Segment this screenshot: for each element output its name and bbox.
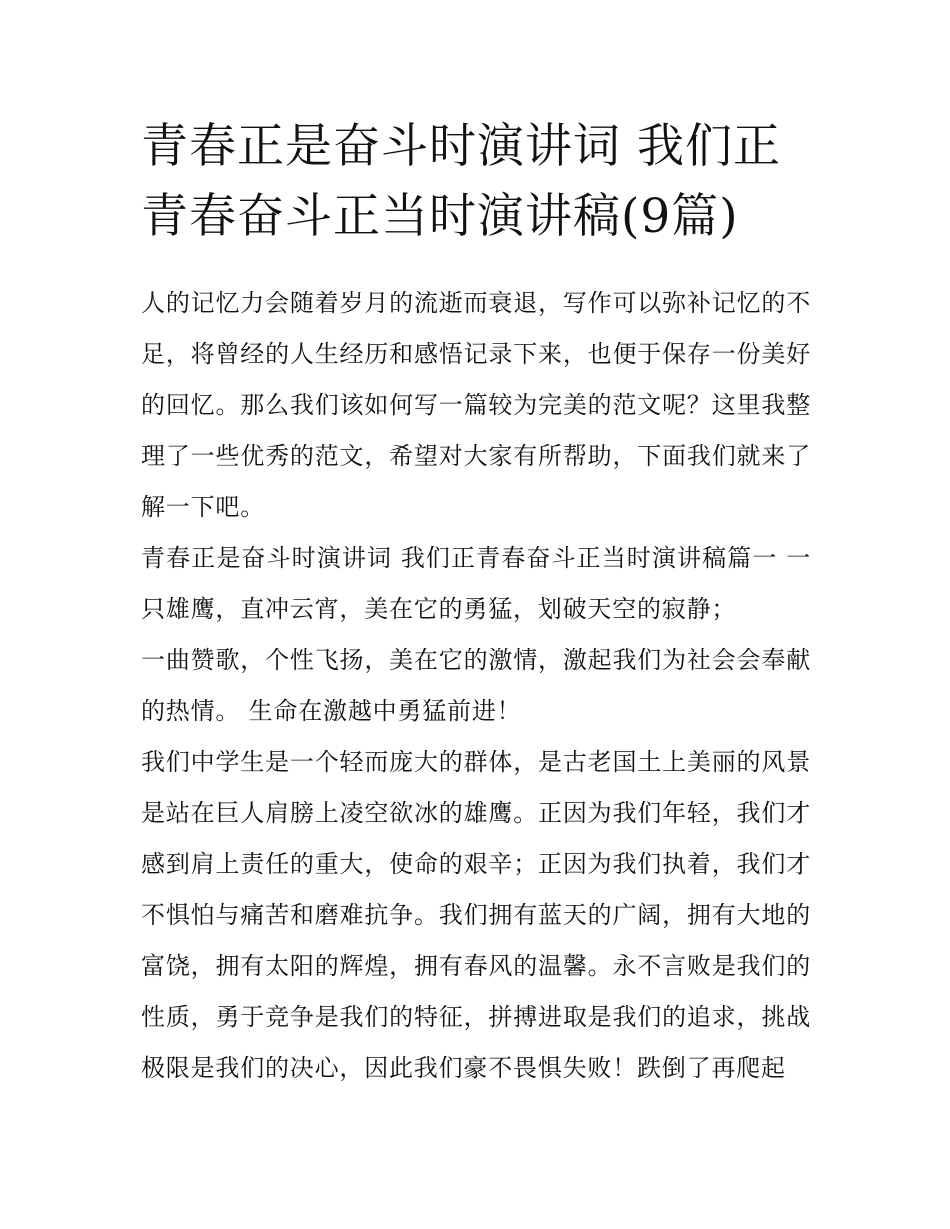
document-body: [141, 278, 811, 1094]
document-page: [141, 112, 811, 1094]
paragraph-intro: 人的记忆力会随着岁月的流逝而衰退，写作可以弥补记忆的不足，将曾经的人生经历和感悟记录下来，也便于保存一份美好的回忆。那么我们该如何写一篇较为完美的范文呢？这里我整理了一些优秀的范文，希望对大家有所帮助，下面我们就来了解一下吧。: [141, 289, 811, 521]
paragraph-section-one: 青春正是奋斗时演讲词 我们正青春奋斗正当时演讲稿篇一 一只雄鹰，直冲云宵，美在它的勇猛，划破天空的寂静；: [141, 544, 811, 623]
paragraph-song: 一曲赞歌，个性飞扬，美在它的激情，激起我们为社会会奉献的热情。 生命在激越中勇猛前进！: [141, 646, 811, 725]
document-title: 青春正是奋斗时演讲词 我们正青春奋斗正当时演讲稿(9篇): [141, 119, 781, 244]
paragraph-students: 我们中学生是一个轻而庞大的群体，是古老国土上美丽的风景是站在巨人肩膀上凌空欲冰的雄鹰。正因为我们年轻，我们才感到肩上责任的重大，使命的艰辛；正因为我们执着，我们才不惧怕与痛苦和磨难抗争。我们拥有蓝天的广阔，拥有大地的富饶，拥有太阳的辉煌，拥有春风的温馨。永不言败是我们的性质，勇于竞争是我们的特征，拼搏进取是我们的追求，挑战极限是我们的决心，因此我们豪不畏惧失败！跌倒了再爬起: [141, 748, 811, 1082]
